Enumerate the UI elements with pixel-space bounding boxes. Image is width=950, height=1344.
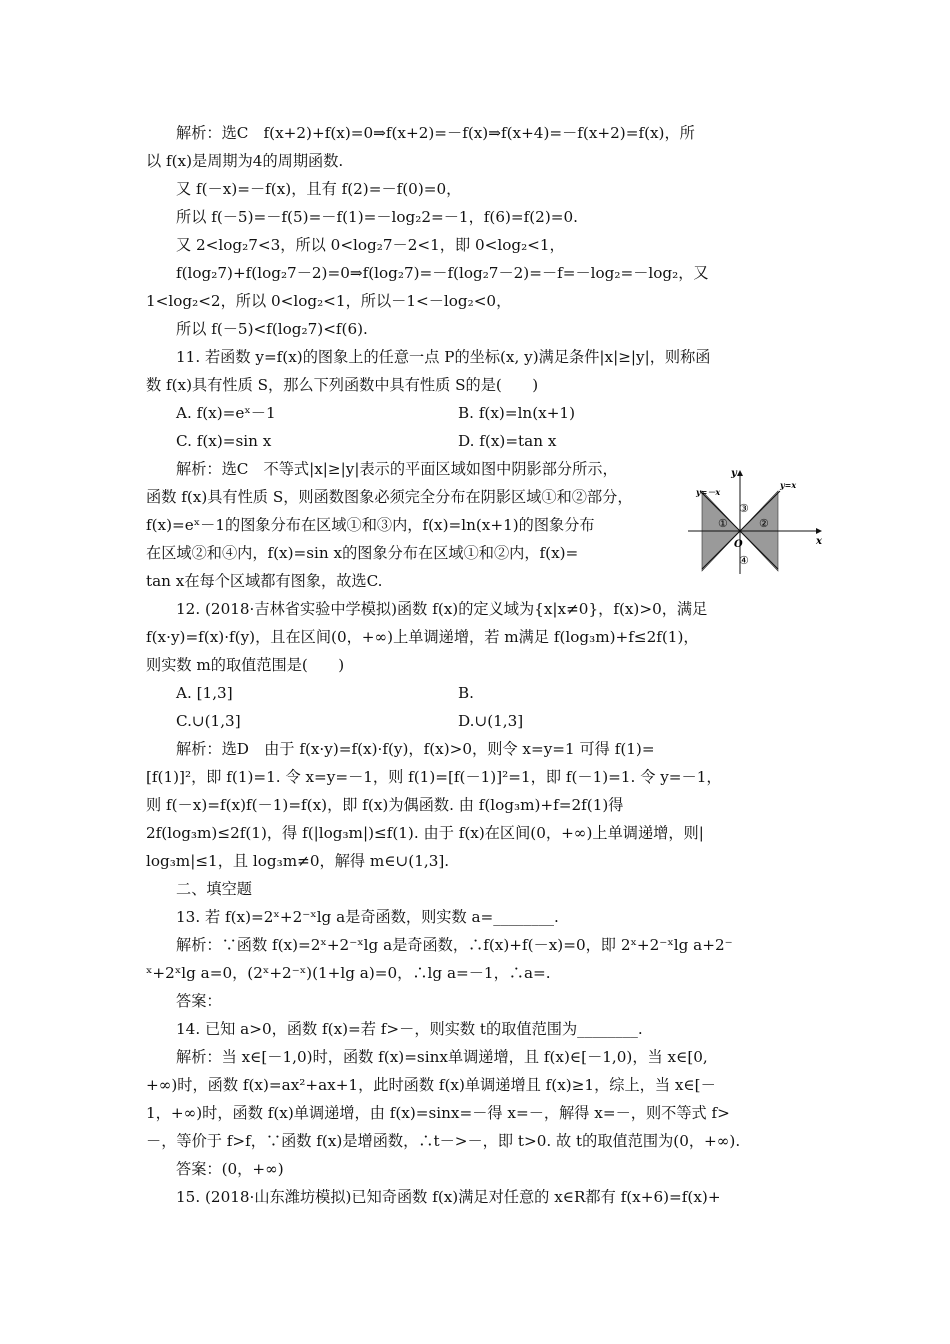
text-line: 又 2<log₂7<3，所以 0<log₂7－2<1，即 0<log₂<1， <box>176 236 565 254</box>
region-1-label: ① <box>718 517 728 530</box>
text-line: f(x)=eˣ－1的图象分布在区域①和③内，f(x)=ln(x+1)的图象分布 <box>146 516 595 534</box>
option-a: A. [1,3] <box>176 684 233 702</box>
text-line: －，等价于 f>f，∵函数 f(x)是增函数，∴t－>－，即 t>0. 故 t的取值范围为(0，+∞). <box>146 1132 741 1150</box>
question-14-stem: 14. 已知 a>0，函数 f(x)=若 f>－，则实数 t的取值范围为________. <box>176 1020 643 1038</box>
text-line: f(log₂7)+f(log₂7－2)=0⇒f(log₂7)=－f(log₂7－2)=－f=－log₂=－log₂，又 <box>176 264 709 282</box>
text-line: 解析：选D 由于 f(x·y)=f(x)·f(y)，f(x)>0，则令 x=y=1 可得 f(1)= <box>176 740 655 758</box>
question-12-stem: f(x·y)=f(x)·f(y)，且在区间(0，+∞)上单调递增，若 m满足 f(log₃m)+f≤2f(1)， <box>146 628 699 646</box>
text-line: 函数 f(x)具有性质 S，则函数图象必须完全分布在阴影区域①和②部分， <box>146 488 633 506</box>
answer-label: 答案：(0，+∞) <box>176 1160 284 1178</box>
x-axis-arrow <box>816 528 822 534</box>
line-label-neg: y=－x <box>696 487 721 497</box>
region-figure <box>688 466 826 576</box>
text-line: [f(1)]²，即 f(1)=1. 令 x=y=－1，则 f(1)=[f(－1)]²=1，即 f(－1)=1. 令 y=－1， <box>146 768 722 786</box>
line-label-pos: y=x <box>780 480 797 490</box>
question-13-stem: 13. 若 f(x)=2ˣ+2⁻ˣlg a是奇函数，则实数 a=________. <box>176 908 559 926</box>
axis-x-label: x <box>816 536 822 547</box>
text-line: ˣ+2ˣlg a=0，(2ˣ+2⁻ˣ)(1+lg a)=0，∴lg a=－1，∴a=. <box>146 964 551 982</box>
text-line: 解析：当 x∈[－1,0)时，函数 f(x)=sinx单调递增，且 f(x)∈[－1,0)，当 x∈[0, <box>176 1048 708 1066</box>
section-heading: 二、填空题 <box>176 880 252 898</box>
text-line: 在区域②和④内，f(x)=sin x的图象分布在区域①和②内，f(x)= <box>146 544 579 562</box>
text-line: 所以 f(－5)=－f(5)=－f(1)=－log₂2=－1，f(6)=f(2)=0. <box>176 208 578 226</box>
question-15-stem: 15. (2018·山东潍坊模拟)已知奇函数 f(x)满足对任意的 x∈R都有 f(x+6)=f(x)+ <box>176 1188 721 1206</box>
region-4-label: ④ <box>739 554 749 567</box>
question-12-stem: 12. (2018·吉林省实验中学模拟)函数 f(x)的定义域为{x|x≠0}，f(x)>0，满足 <box>176 600 708 618</box>
region-2-label: ② <box>759 517 769 530</box>
text-line: 则 f(－x)=f(x)f(－1)=f(x)，即 f(x)为偶函数. 由 f(log₃m)+f=2f(1)得 <box>146 796 624 814</box>
text-line: +∞)时，函数 f(x)=ax²+ax+1，此时函数 f(x)单调递增且 f(x)≥1，综上，当 x∈[－ <box>146 1076 716 1094</box>
text-line: 解析：选C f(x+2)+f(x)=0⇒f(x+2)=－f(x)⇒f(x+4)=－f(x+2)=f(x)，所 <box>176 124 695 142</box>
text-line: 解析：∵函数 f(x)=2ˣ+2⁻ˣlg a是奇函数，∴f(x)+f(－x)=0，即 2ˣ+2⁻ˣlg a+2⁻ <box>176 936 733 954</box>
y-axis-arrow <box>737 470 743 476</box>
option-c: C. f(x)=sin x <box>176 432 272 450</box>
text-line: 解析：选C 不等式|x|≥|y|表示的平面区域如图中阴影部分所示， <box>176 460 618 478</box>
origin-label: O <box>734 539 743 550</box>
region-3-label: ③ <box>739 502 749 515</box>
text-line: log₃m|≤1，且 log₃m≠0，解得 m∈∪(1,3]. <box>146 852 450 870</box>
option-a: A. f(x)=eˣ－1 <box>176 404 276 422</box>
text-line: 所以 f(－5)<f(log₂7)<f(6). <box>176 320 368 338</box>
question-11-stem: 数 f(x)具有性质 S，那么下列函数中具有性质 S的是( ) <box>146 376 539 394</box>
text-line: tan x在每个区域都有图象，故选C. <box>146 572 383 590</box>
text-line: 2f(log₃m)≤2f(1)，得 f(|log₃m|)≤f(1). 由于 f(x)在区间(0，+∞)上单调递增，则| <box>146 824 704 842</box>
answer-label: 答案： <box>176 992 222 1010</box>
question-11-stem: 11. 若函数 y=f(x)的图象上的任意一点 P的坐标(x, y)满足条件|x|≥|y|，则称函 <box>176 348 711 366</box>
question-12-stem: 则实数 m的取值范围是( ) <box>146 656 345 674</box>
option-b: B. <box>458 684 474 702</box>
axis-y-label: y <box>731 468 737 479</box>
option-b: B. f(x)=ln(x+1) <box>458 404 576 422</box>
option-d: D.∪(1,3] <box>458 712 524 730</box>
text-line: 1<log₂<2，所以 0<log₂<1，所以－1<－log₂<0， <box>146 292 512 310</box>
text-line: 又 f(－x)=－f(x)，且有 f(2)=－f(0)=0， <box>176 180 462 198</box>
text-line: 以 f(x)是周期为4的周期函数. <box>146 152 344 170</box>
option-c: C.∪(1,3] <box>176 712 241 730</box>
option-d: D. f(x)=tan x <box>458 432 557 450</box>
text-line: 1，+∞)时，函数 f(x)单调递增，由 f(x)=sinx=－得 x=－，解得 x=－，则不等式 f> <box>146 1104 730 1122</box>
